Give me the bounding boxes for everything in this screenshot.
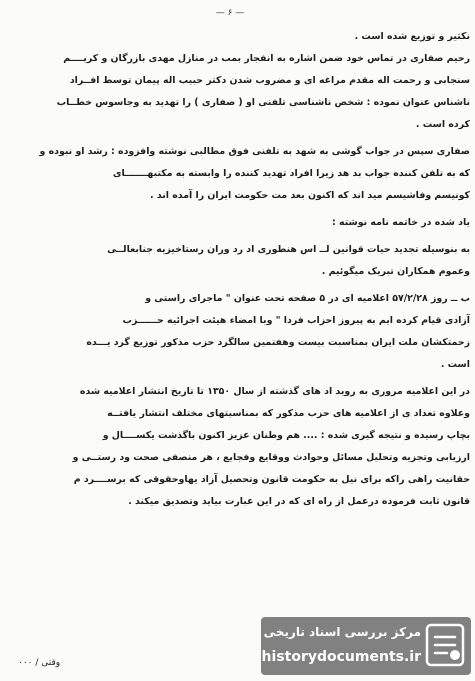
body-line: صفاری سپس در جواب گوشی به شهد به تلفنی فوق مطالبی نوشته وافزوده : رشد او نبوده و: [39, 146, 470, 157]
body-line: است .: [440, 359, 470, 370]
watermark-url[interactable]: historydocuments.ir: [261, 649, 421, 665]
document-body: [12, 30, 470, 508]
body-line: قانون ثابت فرموده درعمل از راه ای که در این عبارت بیاید وتصدیق میکند .: [128, 496, 470, 507]
watermark-persian: مرکز بررسی اسناد تاریخی: [263, 625, 421, 639]
body-line: سنجابی و رحمت اله مقدم مراغه ای و مضروب شدن دکتر حبیب اله پیمان توسط افــراد: [69, 75, 470, 86]
watermark-banner[interactable]: [261, 617, 471, 675]
body-line: آزادی قیام کرده ایم به پیروز احزاب فردا " وبا امضاء هیئت اجرائیه حــــــزب: [122, 315, 470, 326]
body-line: ارزیابی وتجزیه وتحلیل مسائل وحوادث ووقایع وفجایع ، هر منصفی صحت ود رستــی و: [72, 452, 470, 463]
body-line: کرده است .: [415, 119, 470, 130]
body-line: رحیم صفاری در تماس خود ضمن اشاره به انفجار بمب در منازل مهدی بازرگان و کریــــم: [63, 53, 470, 64]
page-number: — ۶ —: [215, 8, 245, 18]
document-seal-icon: [425, 623, 465, 667]
body-line: نکثیر و توزیع شده است .: [354, 31, 470, 42]
body-line: به بنوسیله تجدید حیات قوانین لــ اس هنطوری اد رد وران رستاخیزیه جنابعالــی: [107, 244, 470, 255]
body-line: وعموم همکاران تبریک میگوئیم .: [321, 266, 470, 277]
body-line: ب ــ روز ۵۷/۲/۲۸ اعلامیه ای در ۵ صفحه تحت عنوان " ماجرای راستی و: [145, 293, 470, 304]
body-line: کونیسم وفاشیسم مید اند که اکنون بعد مت حکومت ایران را آمده اند .: [150, 190, 470, 201]
body-line: زحمتکشان ملت ایران بمناسبت بیست وهفتمین سالگرد حزب مذکور توزیع گرد یـــده: [86, 337, 470, 348]
body-line: یاد شده در خاتمه نامه نوشته :: [332, 217, 470, 228]
body-line: در این اعلامیه مروری به روید اد های گذشته از سال ۱۳۵۰ تا تاریخ انتشار اعلامیه شده: [79, 386, 470, 397]
body-line: ناشناس عنوان نموده : شخص ناشناسی تلفنی او ( صفاری ) را تهدید به وجاسوس خطــاب: [56, 97, 470, 108]
body-line: بچاپ رسیده و نتیجه گیری شده : .... هم وطنان عزیز اکنون باگذشت یکســــال و: [102, 430, 470, 441]
body-line: که به تلفن کننده جواب بد هد زیرا افراد تهدید کننده را وابسته به مکتبهـــــــای: [112, 168, 470, 179]
body-line: حقانیت راهی راکه برای نیل به حکومت قانون وتحصیل آزاد یهاوحقوقی که برســــرد م: [73, 474, 470, 485]
document-serial: وقتی / ۰۰۰: [18, 658, 61, 668]
body-line: وعلاوه تعداد ی از اعلامیه های حزب مذکور که بمناسبتهای مختلف انتشار یافتــه: [107, 408, 470, 419]
